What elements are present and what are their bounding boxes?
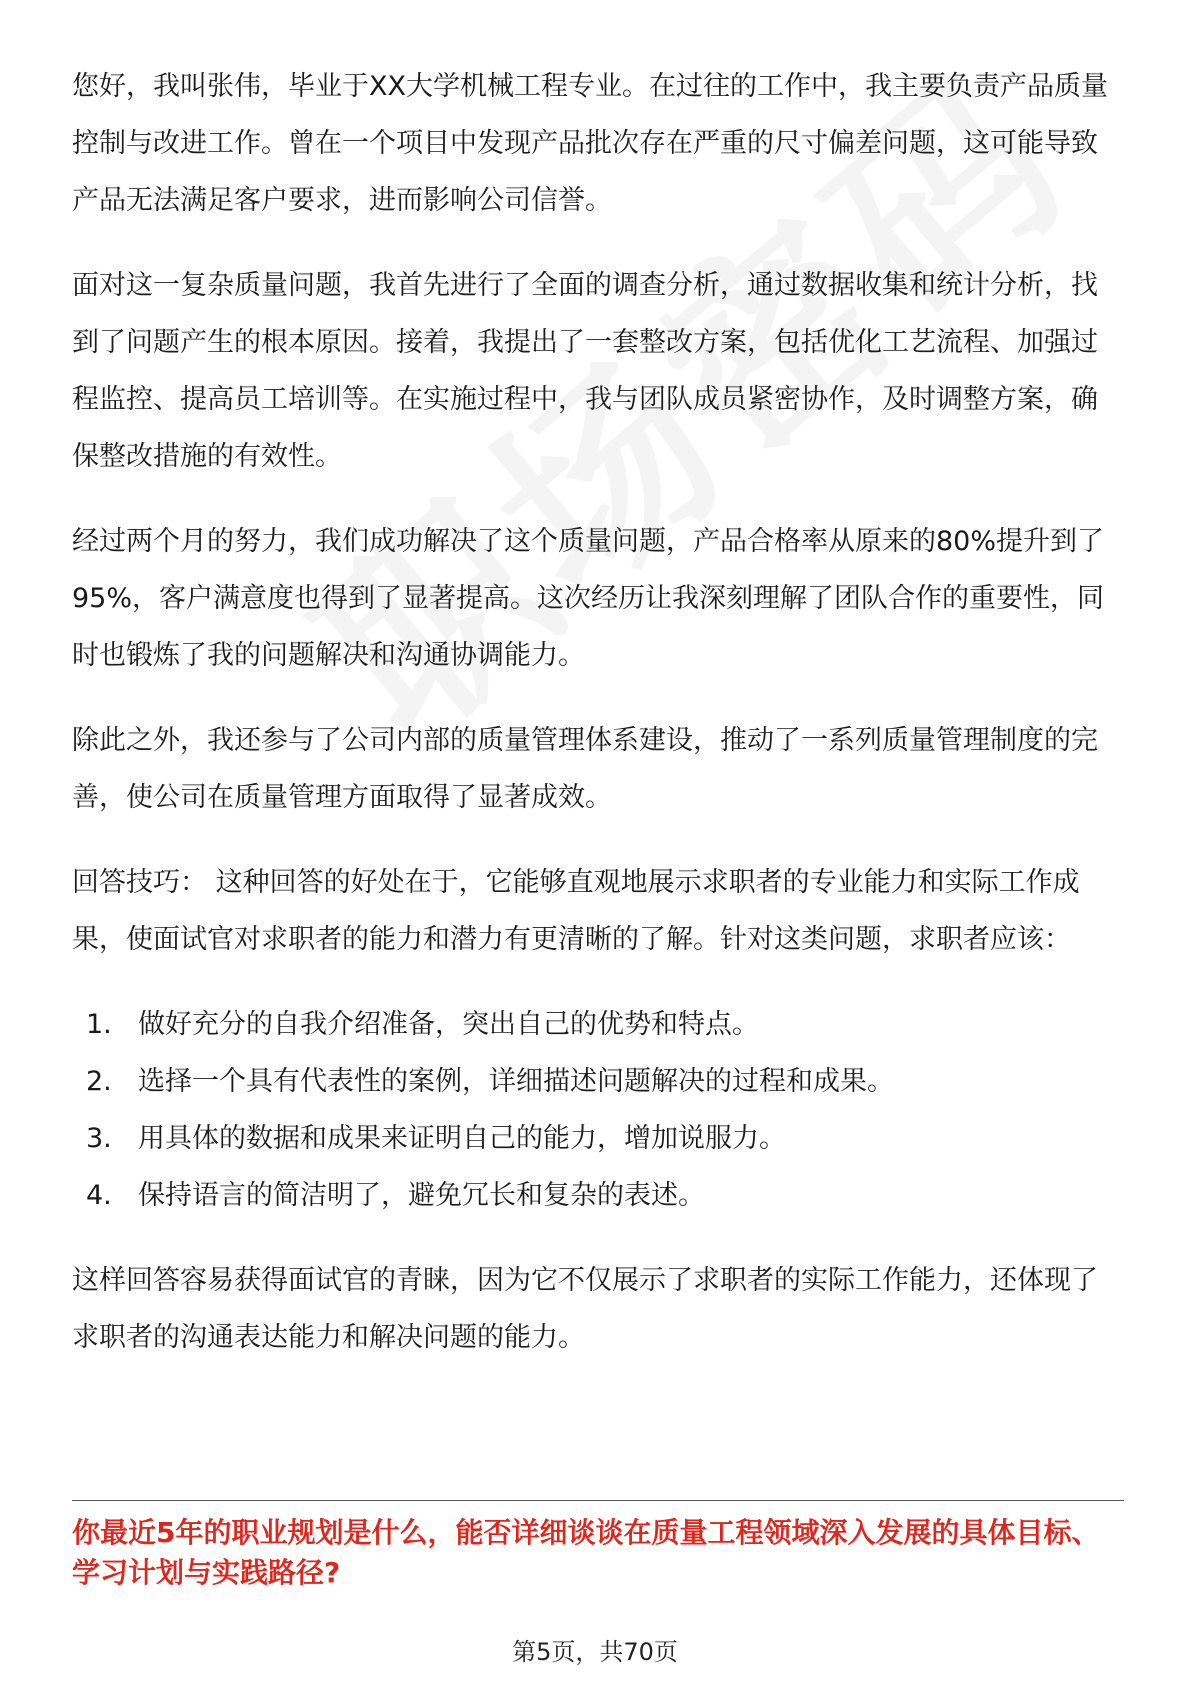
next-question-heading: 你最近5年的职业规划是什么，能否详细谈谈在质量工程领域深入发展的具体目标、学习计划与实践路径? [72,1516,1100,1589]
list-number: 2. [86,1066,112,1097]
page-footer: 第5页，共70页 [512,1638,678,1666]
paragraph-conclusion: 这样回答容易获得面试官的青睐，因为它不仅展示了求职者的实际工作能力，还体现了求职者的沟通表达能力和解决问题的能力。 [72,1265,1098,1353]
list-item [72,1167,1124,1224]
list-item [72,1053,1124,1110]
list-text: 保持语言的简洁明了，避免冗长和复杂的表述。 [138,1180,705,1211]
list-number: 3. [86,1123,112,1154]
list-number: 4. [86,1180,112,1211]
paragraph-tips-intro: 回答技巧： 这种回答的好处在于，它能够直观地展示求职者的专业能力和实际工作成果，使面试官对求职者的能力和潜力有更清晰的了解。针对这类问题，求职者应该： [72,867,1080,955]
list-item [72,996,1124,1053]
document-body [72,58,1124,1394]
list-text: 选择一个具有代表性的案例，详细描述问题解决的过程和成果。 [138,1066,894,1097]
paragraph-intro: 您好，我叫张伟，毕业于XX大学机械工程专业。在过往的工作中，我主要负责产品质量控制与改进工作。曾在一个项目中发现产品批次存在严重的尺寸偏差问题，这可能导致产品无法满足客户要求，进而影响公司信誉。 [72,71,1108,216]
section-divider [72,1500,1124,1501]
list-text: 做好充分的自我介绍准备，突出自己的优势和特点。 [138,1009,759,1040]
paragraph-analysis: 面对这一复杂质量问题，我首先进行了全面的调查分析，通过数据收集和统计分析，找到了问题产生的根本原因。接着，我提出了一套整改方案，包括优化工艺流程、加强过程监控、提高员工培训等。在实施过程中，我与团队成员紧密协作，及时调整方案，确保整改措施的有效性。 [72,270,1098,472]
tips-list [72,996,1124,1224]
list-text: 用具体的数据和成果来证明自己的能力，增加说服力。 [138,1123,786,1154]
list-item [72,1110,1124,1167]
list-number: 1. [86,1009,112,1040]
paragraph-result: 经过两个月的努力，我们成功解决了这个质量问题，产品合格率从原来的80%提升到了95%，客户满意度也得到了显著提高。这次经历让我深刻理解了团队合作的重要性，同时也锻炼了我的问题解决和沟通协调能力。 [72,526,1105,671]
paragraph-extra: 除此之外，我还参与了公司内部的质量管理体系建设，推动了一系列质量管理制度的完善，使公司在质量管理方面取得了显著成效。 [72,725,1098,813]
